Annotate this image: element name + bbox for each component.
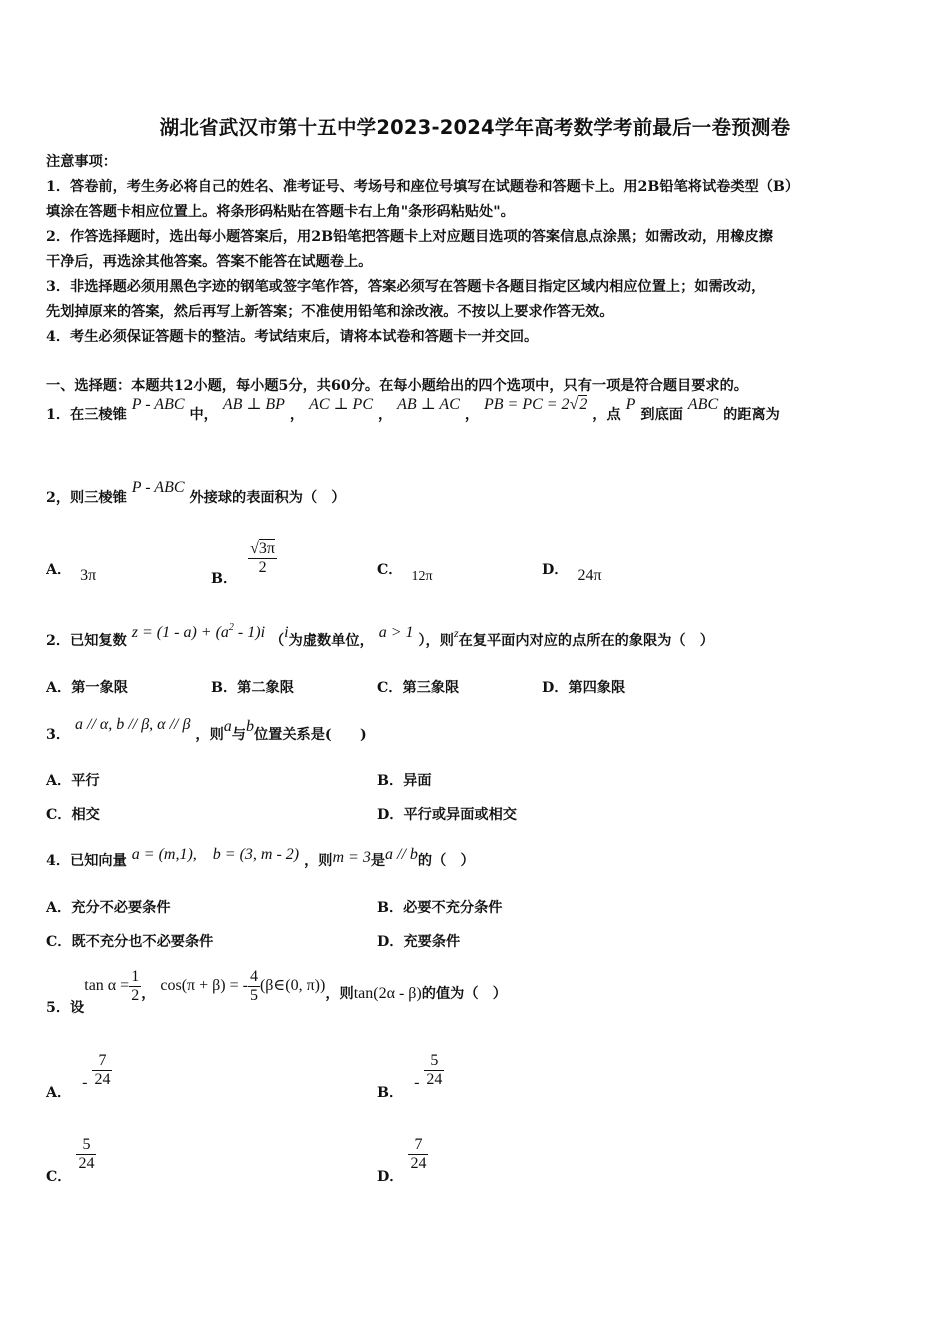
- fraction-denominator: 24: [78, 1155, 95, 1172]
- option-b[interactable]: B．异面: [377, 773, 432, 789]
- text: ），则: [418, 633, 454, 649]
- math-expression: P: [625, 396, 636, 413]
- math-part: PB = PC = 2: [483, 396, 570, 413]
- math-part: (β∈(0, π)): [259, 977, 326, 995]
- math-part: z = (1 - a) + (a: [131, 624, 229, 641]
- fraction: [129, 968, 141, 1005]
- option-d[interactable]: D．充要条件: [377, 934, 461, 950]
- option-b[interactable]: B．必要不充分条件: [377, 900, 503, 916]
- text: 的值为（ ）: [421, 986, 507, 1003]
- question-line: [46, 846, 475, 871]
- notice-line: 4．考生必须保证答题卡的整洁。考试结束后，请将本试卷和答题卡一并交回。: [46, 329, 539, 345]
- option-c[interactable]: C．相交: [46, 807, 100, 823]
- fraction: [408, 1136, 428, 1173]
- text: 在复平面内对应的点所在的象限为（ ）: [458, 633, 714, 649]
- fraction-denominator: 24: [94, 1071, 111, 1088]
- option-c[interactable]: [377, 560, 433, 584]
- fraction-numerator: 7: [92, 1052, 112, 1071]
- text: 到底面: [640, 407, 683, 423]
- text: ，: [377, 407, 393, 423]
- math-expression: [84, 968, 141, 1004]
- fraction-denominator: 5: [249, 987, 258, 1004]
- text: ，则: [325, 986, 354, 1003]
- fraction: [248, 540, 277, 577]
- text: 外接球的表面积为（ ）: [189, 490, 346, 506]
- math-expression: a: [223, 718, 232, 735]
- option-label: A．: [46, 562, 72, 578]
- math-expression: AB ⊥ BP: [222, 396, 285, 413]
- math-expression: [132, 624, 265, 641]
- option-value: 3π: [80, 567, 97, 584]
- math-expression: ABC: [687, 396, 719, 413]
- option-label: D．: [542, 562, 569, 578]
- text: 的（ ）: [417, 853, 475, 869]
- text: ，则: [304, 853, 333, 869]
- math-expression: AB ⊥ AC: [397, 396, 460, 413]
- fraction: [92, 1052, 112, 1089]
- fraction: [248, 968, 260, 1005]
- math-expression: a > 1: [378, 624, 414, 641]
- text: 是: [370, 853, 386, 869]
- question-line: [46, 716, 367, 745]
- notice-line: 2．作答选择题时，选出每小题答案后，用2B铅笔把答题卡上对应题目选项的答案信息点涂黑；如需改动，用橡皮擦: [46, 229, 773, 245]
- fraction-numerator: 1: [131, 968, 140, 985]
- math-expression: i: [284, 624, 289, 641]
- notice-line: 3．非选择题必须用黑色字迹的钢笔或签字笔作答，答案必须写在答题卡各题目指定区域内相应位置上；如需改动，: [46, 279, 766, 295]
- text: ，: [289, 407, 305, 423]
- text: ，点: [592, 407, 621, 423]
- question-line: [46, 479, 346, 508]
- text: 中，: [189, 407, 218, 423]
- math-expression: P - ABC: [131, 396, 185, 413]
- fraction-numerator: 7: [408, 1136, 428, 1155]
- fraction-numerator: 5: [76, 1136, 96, 1155]
- math-expression: tan(2α - β): [353, 985, 422, 1003]
- question-number: 2．已知复数: [46, 633, 127, 649]
- fraction-denominator: 24: [426, 1071, 443, 1088]
- option-a[interactable]: A．平行: [46, 773, 100, 789]
- page-title: 湖北省武汉市第十五中学2023-2024学年高考数学考前最后一卷预测卷: [159, 116, 791, 139]
- text: 与: [231, 727, 246, 743]
- text: 位置关系是( ): [253, 727, 367, 743]
- option-d[interactable]: [542, 560, 602, 584]
- option-b[interactable]: [211, 540, 277, 587]
- option-label: C．: [46, 1168, 72, 1185]
- option-a[interactable]: A．第一象限: [46, 680, 128, 696]
- math-expression: a = (m,1), b = (3, m - 2): [131, 846, 300, 863]
- fraction-numerator: [248, 540, 277, 559]
- option-value: 12π: [411, 569, 433, 584]
- fraction-denominator: 24: [410, 1155, 427, 1172]
- question-line: [46, 396, 780, 425]
- notice-heading: 注意事项：: [46, 154, 117, 170]
- option-a[interactable]: [46, 1052, 112, 1101]
- notice-line: 先划掉原来的答案，然后再写上新答案；不准使用铅笔和涂改液。不按以上要求作答无效。: [46, 304, 614, 320]
- text: 为虚数单位，: [288, 633, 374, 649]
- option-a[interactable]: [46, 560, 97, 584]
- math-expression: a // α, b // β, α // β: [75, 716, 191, 733]
- fraction-denominator: 2: [131, 987, 140, 1004]
- text: ，: [141, 986, 156, 1003]
- fraction: [424, 1052, 444, 1089]
- math-part: - 1)i: [233, 624, 266, 641]
- option-sign: -: [414, 1073, 420, 1091]
- sqrt-radicand: 3π: [258, 540, 275, 557]
- option-label: B．: [211, 570, 238, 587]
- fraction-denominator: 2: [258, 559, 267, 576]
- math-expression: AC ⊥ PC: [309, 396, 373, 413]
- math-expression: [484, 396, 587, 413]
- text: （: [269, 633, 285, 649]
- fraction: [76, 1136, 96, 1173]
- sqrt-sign: √: [569, 396, 579, 413]
- option-label: D．: [377, 1168, 404, 1185]
- question-line: [46, 622, 714, 653]
- text: 的距离为: [723, 407, 780, 423]
- question-number: 4．已知向量: [46, 853, 127, 869]
- question-line: [46, 968, 507, 1017]
- question-number: 1．在三棱锥: [46, 407, 127, 423]
- option-b[interactable]: B．第二象限: [211, 680, 294, 696]
- notice-line: 填涂在答题卡相应位置上。将条形码粘贴在答题卡右上角"条形码粘贴处"。: [46, 204, 515, 220]
- option-d[interactable]: D．平行或异面或相交: [377, 807, 517, 823]
- math-exponent: 2: [228, 622, 234, 633]
- question-number: 5．设: [46, 1000, 85, 1017]
- math-part: cos(π + β) = -: [160, 977, 248, 995]
- option-d[interactable]: [377, 1136, 428, 1185]
- option-label: B．: [377, 1084, 404, 1101]
- text: 2，则三棱锥: [46, 490, 127, 506]
- option-value: 24π: [577, 567, 602, 584]
- option-label: C．: [377, 562, 403, 578]
- option-b[interactable]: [377, 1052, 444, 1101]
- option-d[interactable]: D．第四象限: [542, 680, 626, 696]
- option-a[interactable]: A．充分不必要条件: [46, 900, 171, 916]
- notice-line: 干净后，再选涂其他答案。答案不能答在试题卷上。: [46, 254, 373, 270]
- section-heading: 一、选择题：本题共12小题，每小题5分，共60分。在每小题给出的四个选项中，只有一项是符合题目要求的。: [46, 378, 748, 394]
- option-label: A．: [46, 1084, 72, 1101]
- math-expression: P - ABC: [131, 479, 185, 496]
- notice-line: 1．答卷前，考生务必将自己的姓名、准考证号、考场号和座位号填写在试题卷和答题卡上。用2B铅笔将试卷类型（B）: [46, 179, 800, 195]
- option-c[interactable]: C．既不充分也不必要条件: [46, 934, 214, 950]
- math-expression: b: [245, 718, 254, 735]
- math-expression: a // b: [385, 846, 418, 863]
- math-expression: [160, 968, 326, 1004]
- math-part: tan α =: [84, 977, 130, 995]
- option-c[interactable]: [46, 1136, 96, 1185]
- question-number: 3．: [46, 727, 71, 743]
- option-sign: -: [82, 1073, 88, 1091]
- math-expression: m = 3: [332, 849, 371, 866]
- fraction-numerator: 5: [424, 1052, 444, 1071]
- option-c[interactable]: C．第三象限: [377, 680, 460, 696]
- text: ，则: [195, 727, 224, 743]
- sqrt-radicand: 2: [579, 396, 588, 413]
- sqrt-sign: √: [250, 540, 259, 557]
- fraction-numerator: 4: [249, 968, 258, 985]
- math-expression: z: [453, 626, 459, 640]
- text: ，: [464, 407, 480, 423]
